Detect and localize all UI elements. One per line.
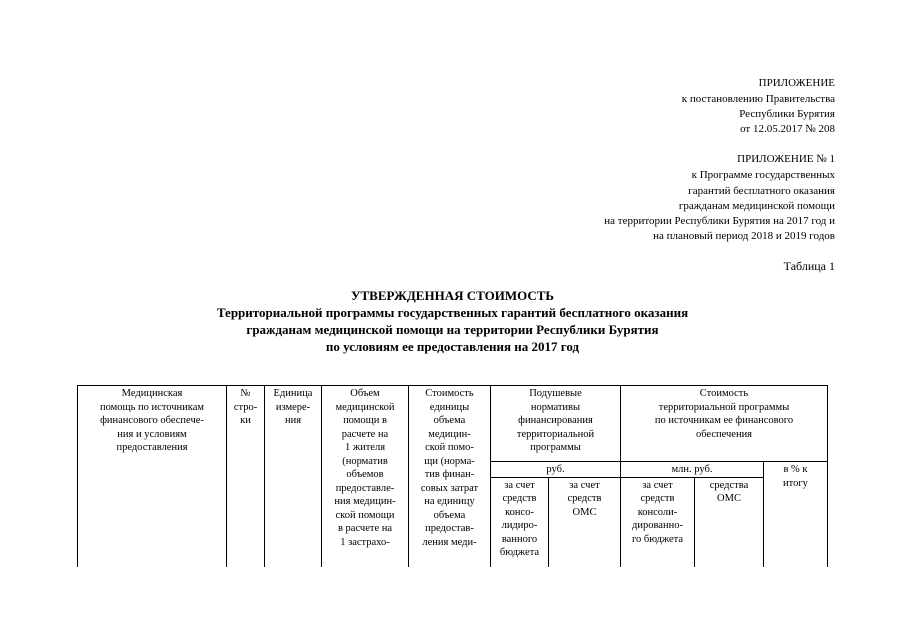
appendix-2-title: ПРИЛОЖЕНИЕ № 1 [737,153,835,165]
header-cost-oms: средства ОМС [695,477,764,567]
header-unit: Единица измере- ния [265,386,322,568]
appendix-1-title: ПРИЛОЖЕНИЕ [758,77,835,89]
appendix-1-line: к постановлению Правительства [681,93,835,105]
appendix-2-line: гражданам медицинской помощи [678,200,835,212]
appendix-2-line: на территории Республики Бурятия на 2017 год и [604,215,835,227]
header-medical-care: Медицинская помощь по источникам финансового обеспече- ния и условиям предоставления [78,386,227,568]
header-row-number: № стро- ки [227,386,265,568]
cost-table [77,385,828,567]
header-cost-budget: за счет средств консоли- дированно- го бюджета [621,477,695,567]
unit-rub: руб. [491,462,621,478]
header-per-capita-budget: за счет средств консо- лидиро- ванного бюджета [491,477,549,567]
appendix-2-line: гарантий бесплатного оказания [688,185,835,197]
document-subtitle-line: Территориальной программы государственных гарантий бесплатного оказания [216,305,689,320]
document-title: УТВЕРЖДЕННАЯ СТОИМОСТЬ [350,288,555,303]
header-program-cost: Стоимость территориальной программы по источникам ее финансового обеспечения [621,386,828,462]
document-subtitle-line: по условиям ее предоставления на 2017 год [325,339,580,354]
header-volume: Объем медицинской помощи в расчете на 1 жителя (норматив объемов предоставле- ния медицин- ской помощи в расчете на 1 застрахо- [322,386,409,568]
appendix-1-line: Республики Бурятия [739,108,835,120]
appendix-1-line: от 12.05.2017 № 208 [740,123,835,135]
header-per-capita-oms: за счет средств ОМС [549,477,621,567]
unit-mln-rub: млн. руб. [621,462,764,478]
header-per-capita: Подушевые нормативы финансирования территориальной программы [491,386,621,462]
table-label: Таблица 1 [783,259,835,273]
document-subtitle-line: гражданам медицинской помощи на территории Республики Бурятия [246,322,659,337]
header-percent-total: в % к итогу [764,462,828,568]
header-unit-cost: Стоимость единицы объема медицин- ской помо- щи (норма- тив финан- совых затрат на единицу объема предостав- ления меди- [409,386,491,568]
appendix-2-line: к Программе государственных [691,169,835,181]
appendix-2-line: на плановый период 2018 и 2019 годов [653,230,835,242]
